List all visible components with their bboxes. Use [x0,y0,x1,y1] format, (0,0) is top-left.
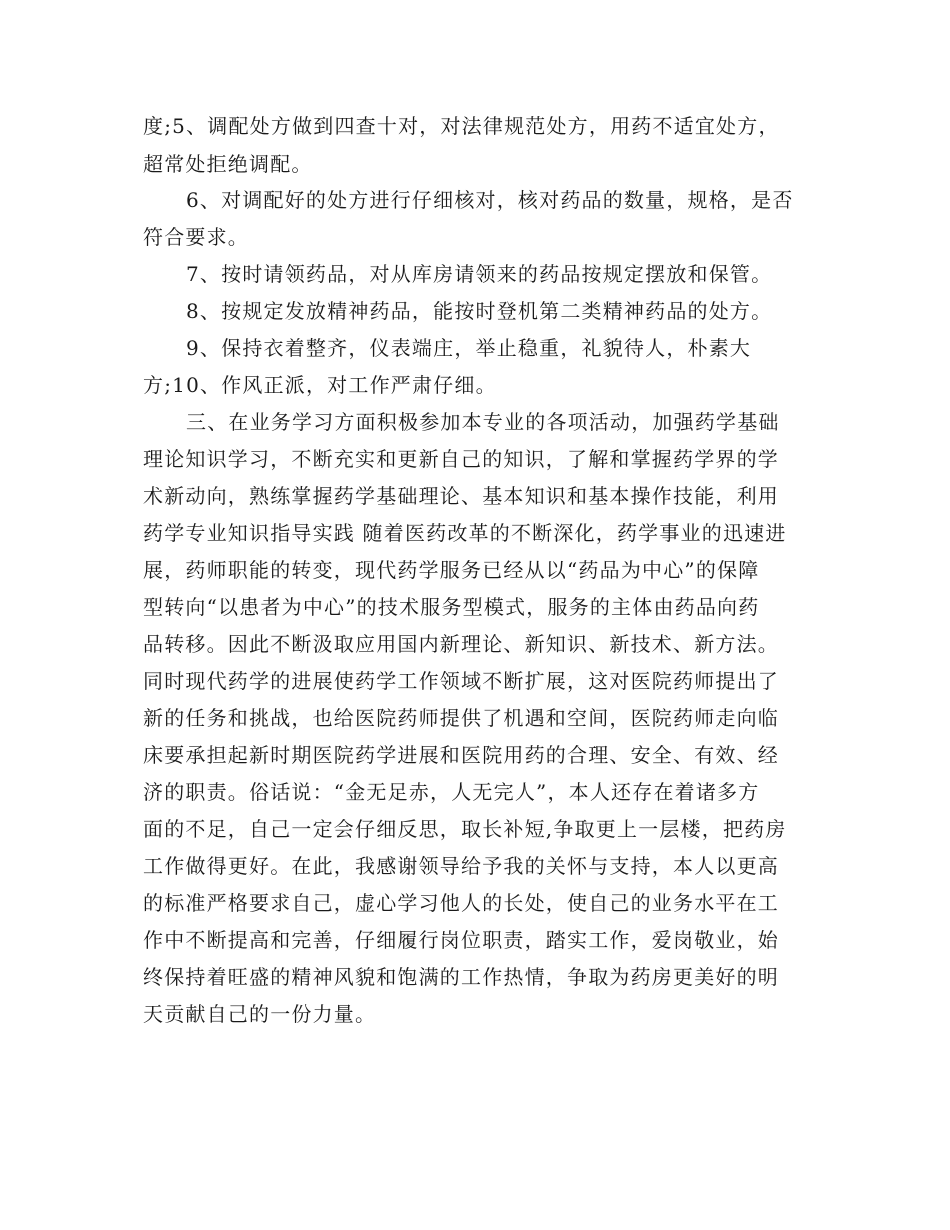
text-line: 型转向“以患者为中心”的技术服务型模式，服务的主体由药品向药 [143,595,760,619]
text-line: 度;5、调配处方做到四查十对，对法律规范处方，用药不适宜处方， [143,114,780,138]
text-line: 方;10、作风正派，对工作严肃仔细。 [143,373,497,397]
paragraph-first-line: 8、按规定发放精神药品，能按时登机第二类精神药品的处方。 [186,299,773,323]
text-line: 的标准严格要求自己，虚心学习他人的长处，使自己的业务水平在工 [143,891,779,915]
text-line: 作中不断提高和完善，仔细履行岗位职责，踏实工作，爱岗敬业，始 [143,928,779,952]
text-line: 天贡献自己的一份力量。 [143,1002,377,1026]
text-line: 新的任务和挑战，也给医院药师提供了机遇和空间，医院药师走向临 [143,706,779,730]
text-line: 工作做得更好。在此，我感谢领导给予我的关怀与支持，本人以更高 [143,854,779,878]
paragraph-first-line: 三、在业务学习方面积极参加本专业的各项活动，加强药学基础 [186,410,780,434]
text-line: 济的职责。俗话说：“金无足赤，人无完人”，本人还存在着诸多方 [143,780,760,804]
text-line: 超常处拒绝调配。 [143,152,313,176]
paragraph-first-line: 7、按时请领药品，对从库房请领来的药品按规定摆放和保管。 [186,262,773,286]
text-line: 药学专业知识指导实践 随着医药改革的不断深化，药学事业的迅速进 [143,521,787,545]
paragraph-first-line: 6、对调配好的处方进行仔细核对，核对药品的数量，规格，是否 [186,188,794,212]
text-line: 终保持着旺盛的精神风貌和饱满的工作热情，争取为药房更美好的明 [143,965,779,989]
text-line: 理论知识学习，不断充实和更新自己的知识，了解和掌握药学界的学 [143,447,779,471]
paragraph-first-line: 9、保持衣着整齐，仪表端庄，举止稳重，礼貌待人，朴素大 [186,336,752,360]
text-line: 床要承担起新时期医院药学进展和医院用药的合理、安全、有效、经 [143,743,779,767]
text-line: 展，药师职能的转变，现代药学服务已经从以“药品为中心”的保障 [143,558,760,582]
text-line: 符合要求。 [143,225,249,249]
text-line: 同时现代药学的进展使药学工作领域不断扩展，这对医院药师提出了 [143,669,779,693]
text-line: 面的不足，自己一定会仔细反思，取长补短,争取更上一层楼，把药房 [143,817,787,841]
text-line: 品转移。因此不断汲取应用国内新理论、新知识、新技术、新方法。 [143,632,779,656]
text-line: 术新动向，熟练掌握药学基础理论、基本知识和基本操作技能，利用 [143,484,779,508]
